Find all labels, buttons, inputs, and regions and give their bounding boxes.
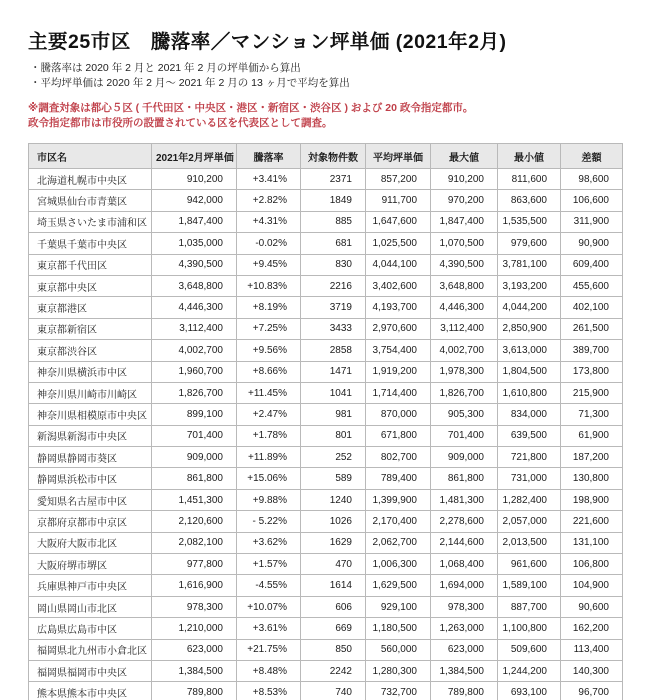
value-cell: 470 bbox=[301, 554, 366, 575]
value-cell: 977,800 bbox=[152, 554, 237, 575]
value-cell: 2,082,100 bbox=[152, 532, 237, 553]
value-cell: 311,900 bbox=[561, 211, 623, 232]
value-cell: 910,200 bbox=[152, 169, 237, 190]
table-row bbox=[29, 682, 623, 700]
value-cell: 1,804,500 bbox=[498, 361, 561, 382]
value-cell: 681 bbox=[301, 233, 366, 254]
value-cell: 732,700 bbox=[366, 682, 431, 700]
value-cell: +9.45% bbox=[237, 254, 301, 275]
value-cell: 4,446,300 bbox=[431, 297, 498, 318]
value-cell: 1,481,300 bbox=[431, 489, 498, 510]
value-cell: 2,062,700 bbox=[366, 532, 431, 553]
value-cell: 789,800 bbox=[431, 682, 498, 700]
value-cell: 589 bbox=[301, 468, 366, 489]
value-cell: 1,451,300 bbox=[152, 489, 237, 510]
value-cell: 2,013,500 bbox=[498, 532, 561, 553]
table-row bbox=[29, 233, 623, 254]
value-cell: 3433 bbox=[301, 318, 366, 339]
value-cell: 2,970,600 bbox=[366, 318, 431, 339]
table-row bbox=[29, 404, 623, 425]
value-cell: 693,100 bbox=[498, 682, 561, 700]
ward-name-cell: 東京都新宿区 bbox=[29, 318, 152, 339]
value-cell: 1629 bbox=[301, 532, 366, 553]
value-cell: 981 bbox=[301, 404, 366, 425]
ward-name-cell: 大阪府堺市堺区 bbox=[29, 554, 152, 575]
value-cell: 802,700 bbox=[366, 447, 431, 468]
value-cell: 1,978,300 bbox=[431, 361, 498, 382]
header-feb2021-unit-price: 2021年2月坪単価 bbox=[152, 144, 237, 169]
value-cell: 701,400 bbox=[152, 425, 237, 446]
value-cell: 1,068,400 bbox=[431, 554, 498, 575]
value-cell: 4,390,500 bbox=[152, 254, 237, 275]
value-cell: 1,282,400 bbox=[498, 489, 561, 510]
value-cell: 2,057,000 bbox=[498, 511, 561, 532]
value-cell: 455,600 bbox=[561, 275, 623, 296]
value-cell: +2.82% bbox=[237, 190, 301, 211]
value-cell: 970,200 bbox=[431, 190, 498, 211]
value-cell: 861,800 bbox=[431, 468, 498, 489]
value-cell: 789,400 bbox=[366, 468, 431, 489]
red-note-line: 政令指定都市は市役所の設置されている区を代表区として調査。 bbox=[28, 117, 333, 129]
value-cell: 834,000 bbox=[498, 404, 561, 425]
table-row bbox=[29, 639, 623, 660]
value-cell: 909,000 bbox=[152, 447, 237, 468]
value-cell: 3,402,600 bbox=[366, 275, 431, 296]
value-cell: 2,850,900 bbox=[498, 318, 561, 339]
value-cell: 609,400 bbox=[561, 254, 623, 275]
value-cell: 2242 bbox=[301, 660, 366, 681]
value-cell: +11.45% bbox=[237, 382, 301, 403]
ward-name-cell: 広島県広島市中区 bbox=[29, 618, 152, 639]
value-cell: 1,616,900 bbox=[152, 575, 237, 596]
value-cell: 1,384,500 bbox=[152, 660, 237, 681]
ward-name-cell: 静岡県静岡市葵区 bbox=[29, 447, 152, 468]
value-cell: 1,960,700 bbox=[152, 361, 237, 382]
red-note-line: ※調査対象は都心５区 ( 千代田区・中央区・港区・新宿区・渋谷区 ) および 20 政令指定都市。 bbox=[28, 102, 474, 114]
value-cell: 1,035,000 bbox=[152, 233, 237, 254]
value-cell: 3,781,100 bbox=[498, 254, 561, 275]
ward-name-cell: 東京都中央区 bbox=[29, 275, 152, 296]
ward-name-cell: 福岡県北九州市小倉北区 bbox=[29, 639, 152, 660]
value-cell: 560,000 bbox=[366, 639, 431, 660]
value-cell: +8.66% bbox=[237, 361, 301, 382]
value-cell: 389,700 bbox=[561, 340, 623, 361]
value-cell: +8.53% bbox=[237, 682, 301, 700]
ward-price-table bbox=[28, 143, 623, 700]
value-cell: 3,648,800 bbox=[431, 275, 498, 296]
value-cell: 3,754,400 bbox=[366, 340, 431, 361]
value-cell: 173,800 bbox=[561, 361, 623, 382]
value-cell: 929,100 bbox=[366, 596, 431, 617]
value-cell: 1,847,400 bbox=[152, 211, 237, 232]
ward-name-cell: 千葉県千葉市中央区 bbox=[29, 233, 152, 254]
value-cell: 830 bbox=[301, 254, 366, 275]
value-cell: +4.31% bbox=[237, 211, 301, 232]
ward-name-cell: 熊本県熊本市中央区 bbox=[29, 682, 152, 700]
value-cell: 106,600 bbox=[561, 190, 623, 211]
value-cell: 910,200 bbox=[431, 169, 498, 190]
table-row bbox=[29, 361, 623, 382]
value-cell: 863,600 bbox=[498, 190, 561, 211]
value-cell: 187,200 bbox=[561, 447, 623, 468]
table-row bbox=[29, 660, 623, 681]
value-cell: 870,000 bbox=[366, 404, 431, 425]
value-cell: - 5.22% bbox=[237, 511, 301, 532]
header-difference: 差額 bbox=[561, 144, 623, 169]
ward-name-cell: 埼玉県さいたま市浦和区 bbox=[29, 211, 152, 232]
value-cell: 1,006,300 bbox=[366, 554, 431, 575]
value-cell: 2,278,600 bbox=[431, 511, 498, 532]
value-cell: 671,800 bbox=[366, 425, 431, 446]
value-cell: 402,100 bbox=[561, 297, 623, 318]
value-cell: 1240 bbox=[301, 489, 366, 510]
value-cell: 731,000 bbox=[498, 468, 561, 489]
table-row bbox=[29, 468, 623, 489]
ward-name-cell: 新潟県新潟市中央区 bbox=[29, 425, 152, 446]
value-cell: 1,826,700 bbox=[152, 382, 237, 403]
table-row bbox=[29, 447, 623, 468]
ward-name-cell: 東京都渋谷区 bbox=[29, 340, 152, 361]
value-cell: 162,200 bbox=[561, 618, 623, 639]
header-change-rate: 騰落率 bbox=[237, 144, 301, 169]
value-cell: 1,280,300 bbox=[366, 660, 431, 681]
table-row bbox=[29, 382, 623, 403]
value-cell: 1,629,500 bbox=[366, 575, 431, 596]
value-cell: 1,919,200 bbox=[366, 361, 431, 382]
ward-name-cell: 岡山県岡山市北区 bbox=[29, 596, 152, 617]
table-row bbox=[29, 190, 623, 211]
value-cell: 3,648,800 bbox=[152, 275, 237, 296]
value-cell: 106,800 bbox=[561, 554, 623, 575]
ward-name-cell: 兵庫県神戸市中央区 bbox=[29, 575, 152, 596]
value-cell: 669 bbox=[301, 618, 366, 639]
ward-name-cell: 神奈川県相模原市中央区 bbox=[29, 404, 152, 425]
value-cell: 1,180,500 bbox=[366, 618, 431, 639]
value-cell: 3,112,400 bbox=[152, 318, 237, 339]
value-cell: +3.61% bbox=[237, 618, 301, 639]
value-cell: 1,210,000 bbox=[152, 618, 237, 639]
table-row bbox=[29, 511, 623, 532]
value-cell: 3719 bbox=[301, 297, 366, 318]
table-row bbox=[29, 318, 623, 339]
header-min-value: 最小値 bbox=[498, 144, 561, 169]
value-cell: 2371 bbox=[301, 169, 366, 190]
value-cell: 2858 bbox=[301, 340, 366, 361]
value-cell: 1,384,500 bbox=[431, 660, 498, 681]
value-cell: 4,193,700 bbox=[366, 297, 431, 318]
value-cell: 701,400 bbox=[431, 425, 498, 446]
ward-name-cell: 神奈川県横浜市中区 bbox=[29, 361, 152, 382]
value-cell: 509,600 bbox=[498, 639, 561, 660]
value-cell: 2,144,600 bbox=[431, 532, 498, 553]
value-cell: +9.56% bbox=[237, 340, 301, 361]
ward-name-cell: 東京都港区 bbox=[29, 297, 152, 318]
value-cell: 2216 bbox=[301, 275, 366, 296]
value-cell: 905,300 bbox=[431, 404, 498, 425]
value-cell: 850 bbox=[301, 639, 366, 660]
value-cell: 639,500 bbox=[498, 425, 561, 446]
header-ward-name: 市区名 bbox=[29, 144, 152, 169]
value-cell: +11.89% bbox=[237, 447, 301, 468]
value-cell: 740 bbox=[301, 682, 366, 700]
value-cell: 4,002,700 bbox=[152, 340, 237, 361]
value-cell: 2,170,400 bbox=[366, 511, 431, 532]
value-cell: 71,300 bbox=[561, 404, 623, 425]
value-cell: 857,200 bbox=[366, 169, 431, 190]
note-line: ・平均坪単価は 2020 年 2 月～ 2021 年 2 月の 13 ヶ月で平均を算出 bbox=[30, 77, 350, 89]
table-row bbox=[29, 211, 623, 232]
value-cell: +21.75% bbox=[237, 639, 301, 660]
value-cell: 1614 bbox=[301, 575, 366, 596]
value-cell: 979,600 bbox=[498, 233, 561, 254]
value-cell: 961,600 bbox=[498, 554, 561, 575]
value-cell: 623,000 bbox=[152, 639, 237, 660]
table-row bbox=[29, 596, 623, 617]
header-row bbox=[29, 144, 623, 169]
value-cell: +1.57% bbox=[237, 554, 301, 575]
value-cell: +15.06% bbox=[237, 468, 301, 489]
value-cell: 198,900 bbox=[561, 489, 623, 510]
value-cell: 113,400 bbox=[561, 639, 623, 660]
ward-name-cell: 北海道札幌市中央区 bbox=[29, 169, 152, 190]
table-row bbox=[29, 275, 623, 296]
value-cell: 2,120,600 bbox=[152, 511, 237, 532]
value-cell: 811,600 bbox=[498, 169, 561, 190]
value-cell: 721,800 bbox=[498, 447, 561, 468]
value-cell: 61,900 bbox=[561, 425, 623, 446]
table-row bbox=[29, 340, 623, 361]
ward-name-cell: 東京都千代田区 bbox=[29, 254, 152, 275]
value-cell: 4,044,100 bbox=[366, 254, 431, 275]
value-cell: 1,244,200 bbox=[498, 660, 561, 681]
value-cell: 1849 bbox=[301, 190, 366, 211]
value-cell: 4,390,500 bbox=[431, 254, 498, 275]
value-cell: +10.07% bbox=[237, 596, 301, 617]
value-cell: 801 bbox=[301, 425, 366, 446]
ward-name-cell: 福岡県福岡市中央区 bbox=[29, 660, 152, 681]
value-cell: 3,112,400 bbox=[431, 318, 498, 339]
value-cell: +1.78% bbox=[237, 425, 301, 446]
value-cell: 131,100 bbox=[561, 532, 623, 553]
value-cell: 130,800 bbox=[561, 468, 623, 489]
value-cell: 789,800 bbox=[152, 682, 237, 700]
value-cell: 887,700 bbox=[498, 596, 561, 617]
value-cell: 1,589,100 bbox=[498, 575, 561, 596]
value-cell: 4,002,700 bbox=[431, 340, 498, 361]
ward-name-cell: 静岡県浜松市中区 bbox=[29, 468, 152, 489]
value-cell: 1471 bbox=[301, 361, 366, 382]
table-row bbox=[29, 425, 623, 446]
value-cell: 1,535,500 bbox=[498, 211, 561, 232]
value-cell: 104,900 bbox=[561, 575, 623, 596]
value-cell: 3,613,000 bbox=[498, 340, 561, 361]
value-cell: 942,000 bbox=[152, 190, 237, 211]
value-cell: 96,700 bbox=[561, 682, 623, 700]
value-cell: 90,900 bbox=[561, 233, 623, 254]
value-cell: 1,070,500 bbox=[431, 233, 498, 254]
calculation-notes bbox=[30, 61, 622, 91]
header-property-count: 対象物件数 bbox=[301, 144, 366, 169]
value-cell: +3.41% bbox=[237, 169, 301, 190]
header-average-unit-price: 平均坪単価 bbox=[366, 144, 431, 169]
value-cell: +8.19% bbox=[237, 297, 301, 318]
value-cell: 1041 bbox=[301, 382, 366, 403]
ward-name-cell: 大阪府大阪市北区 bbox=[29, 532, 152, 553]
value-cell: 978,300 bbox=[152, 596, 237, 617]
value-cell: 140,300 bbox=[561, 660, 623, 681]
table-row bbox=[29, 489, 623, 510]
value-cell: 90,600 bbox=[561, 596, 623, 617]
value-cell: 1,847,400 bbox=[431, 211, 498, 232]
value-cell: 1,694,000 bbox=[431, 575, 498, 596]
survey-scope-notes bbox=[28, 101, 622, 131]
value-cell: 3,193,200 bbox=[498, 275, 561, 296]
value-cell: 4,446,300 bbox=[152, 297, 237, 318]
header-max-value: 最大値 bbox=[431, 144, 498, 169]
value-cell: 1,826,700 bbox=[431, 382, 498, 403]
value-cell: 1026 bbox=[301, 511, 366, 532]
ward-name-cell: 愛知県名古屋市中区 bbox=[29, 489, 152, 510]
value-cell: 1,399,900 bbox=[366, 489, 431, 510]
value-cell: 1,647,600 bbox=[366, 211, 431, 232]
value-cell: 861,800 bbox=[152, 468, 237, 489]
table-row bbox=[29, 618, 623, 639]
value-cell: +8.48% bbox=[237, 660, 301, 681]
table-row bbox=[29, 575, 623, 596]
value-cell: 221,600 bbox=[561, 511, 623, 532]
table-row bbox=[29, 554, 623, 575]
ward-name-cell: 京都府京都市中京区 bbox=[29, 511, 152, 532]
value-cell: 1,714,400 bbox=[366, 382, 431, 403]
value-cell: +3.62% bbox=[237, 532, 301, 553]
table-row bbox=[29, 532, 623, 553]
value-cell: -4.55% bbox=[237, 575, 301, 596]
table-row bbox=[29, 297, 623, 318]
value-cell: 98,600 bbox=[561, 169, 623, 190]
value-cell: 261,500 bbox=[561, 318, 623, 339]
table-header bbox=[29, 144, 623, 169]
value-cell: 606 bbox=[301, 596, 366, 617]
page-title: 主要25市区 騰落率／マンション坪単価 (2021年2月) bbox=[28, 31, 507, 53]
value-cell: -0.02% bbox=[237, 233, 301, 254]
table-row bbox=[29, 254, 623, 275]
value-cell: 1,263,000 bbox=[431, 618, 498, 639]
value-cell: 885 bbox=[301, 211, 366, 232]
value-cell: +7.25% bbox=[237, 318, 301, 339]
value-cell: 899,100 bbox=[152, 404, 237, 425]
value-cell: 4,044,200 bbox=[498, 297, 561, 318]
value-cell: 911,700 bbox=[366, 190, 431, 211]
value-cell: 1,610,800 bbox=[498, 382, 561, 403]
value-cell: 1,100,800 bbox=[498, 618, 561, 639]
value-cell: 215,900 bbox=[561, 382, 623, 403]
value-cell: 1,025,500 bbox=[366, 233, 431, 254]
value-cell: 252 bbox=[301, 447, 366, 468]
value-cell: +10.83% bbox=[237, 275, 301, 296]
table-row bbox=[29, 169, 623, 190]
value-cell: 909,000 bbox=[431, 447, 498, 468]
value-cell: 978,300 bbox=[431, 596, 498, 617]
table-body bbox=[29, 169, 623, 700]
ward-name-cell: 宮城県仙台市青葉区 bbox=[29, 190, 152, 211]
note-line: ・騰落率は 2020 年 2 月と 2021 年 2 月の坪単価から算出 bbox=[30, 62, 301, 74]
ward-name-cell: 神奈川県川崎市川崎区 bbox=[29, 382, 152, 403]
value-cell: +2.47% bbox=[237, 404, 301, 425]
value-cell: +9.88% bbox=[237, 489, 301, 510]
value-cell: 623,000 bbox=[431, 639, 498, 660]
